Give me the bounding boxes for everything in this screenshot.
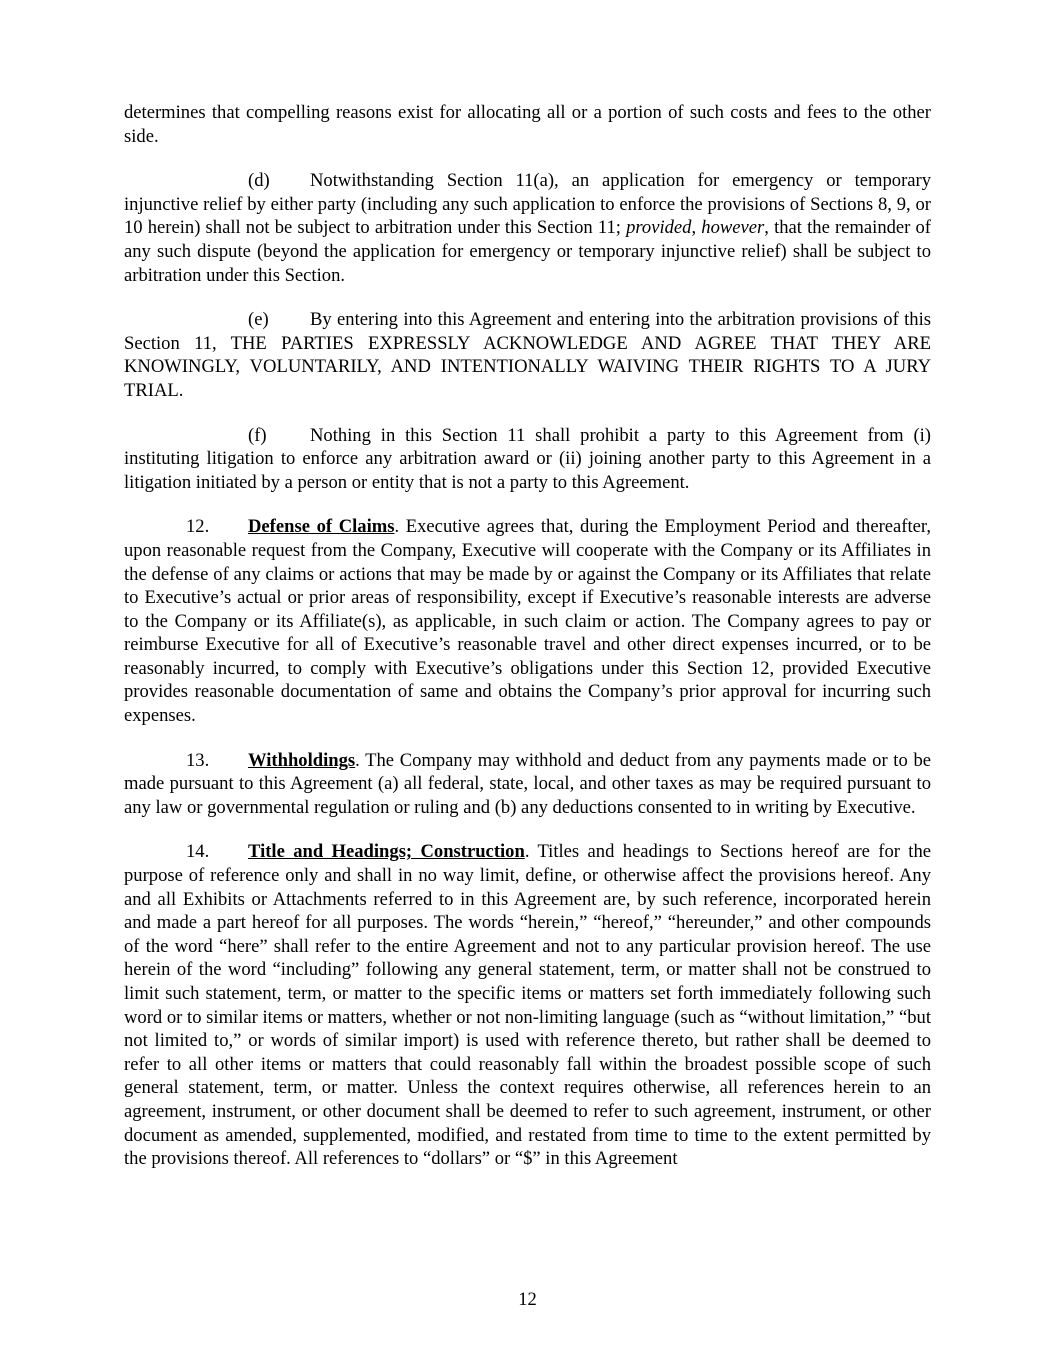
paragraph-text: . Executive agrees that, during the Employment Period and thereafter, upon reasonable request from the Company, Executive will cooperate with the Company or its Affiliates in the defense of any claims or actions that may be made by or against the Company or its Affiliates that relate to Executive’s actual or prior areas of responsibility, except if Executive’s reasonable interests are adverse to the Company or its Affiliate(s), as applicable, in such claim or action. The Company agrees to pay or reimburse Executive for all of Executive’s reasonable travel and other direct expenses incurred, or to be reasonably incurred, to comply with Executive’s obligations under this Section 12, provided Executive provides reasonable documentation of same and obtains the Company’s prior approval for incurring such expenses. bbox=[124, 516, 931, 727]
subsection-label: (d) bbox=[248, 170, 270, 192]
italic-term-provided: provided bbox=[626, 217, 692, 239]
paragraph-text: Nothing in this Section 11 shall prohibit a party to this Agreement from (i) instituting litigation to enforce any arbitration award or (ii) joining another party to this Agreement in a litigation initiated by a person or entity that is not a party to this Agreement. bbox=[124, 424, 931, 493]
section-number: 12. bbox=[186, 516, 210, 538]
paragraph-11d bbox=[124, 169, 931, 287]
section-heading: Title and Headings; Construction bbox=[248, 841, 525, 863]
section-14 bbox=[124, 840, 931, 1170]
section-heading: Defense of Claims bbox=[248, 516, 395, 538]
paragraph-text: . Titles and headings to Sections hereof are for the purpose of reference only and shall in no way limit, define, or otherwise affect the provisions hereof. Any and all Exhibits or Attachments referred to in this Agreement are, by such reference, incorporated herein and made a part hereof for all purposes. The words “herein,” “hereof,” “hereunder,” and other compounds of the word “here” shall refer to the entire Agreement and not to any particular provision hereof. The use herein of the word “including” following any general statement, term, or matter shall not be construed to limit such statement, term, or matter to the specific items or matters set forth immediately following such word or to similar items or matters, whether or not non-limiting language (such as “without limitation,” “but not limited to,” or words of similar import) is used with reference thereto, but rather shall be deemed to refer to all other items or matters that could reasonably fall within the broadest possible scope of such general statement, term, or matter. Unless the context requires otherwise, all references herein to an agreement, instrument, or other document shall be deemed to refer to such agreement, instrument, or other document as amended, supplemented, modified, and restated from time to time to the extent permitted by the provisions thereof. All references to “dollars” or “$” in this Agreement bbox=[124, 841, 932, 1170]
paragraph-11e bbox=[124, 308, 931, 402]
separator-text: , bbox=[691, 217, 702, 239]
section-number: 13. bbox=[186, 749, 210, 771]
paragraph-continuation bbox=[124, 101, 931, 148]
paragraph-text: determines that compelling reasons exist for allocating all or a portion of such costs and fees to the other side. bbox=[124, 102, 931, 147]
page-number: 12 bbox=[518, 1289, 537, 1310]
subsection-label: (e) bbox=[248, 309, 269, 331]
italic-term-however: however bbox=[701, 217, 765, 239]
subsection-label: (f) bbox=[248, 424, 267, 446]
section-number: 14. bbox=[186, 841, 210, 863]
paragraph-text: By entering into this Agreement and entering into the arbitration provisions of this Section 11, THE PARTIES EXPRESSLY ACKNOWLEDGE AND AGREE THAT THEY ARE KNOWINGLY, VOLUNTARILY, AND INTENTIONALLY WAIVING THEIR RIGHTS TO A JURY TRIAL. bbox=[124, 309, 931, 401]
document-body bbox=[124, 101, 931, 1192]
section-12 bbox=[124, 515, 931, 727]
section-heading: Withholdings bbox=[248, 749, 356, 771]
paragraph-text: . The Company may withhold and deduct from any payments made or to be made pursuant to this Agreement (a) all federal, state, local, and other taxes as may be required pursuant to any law or governmental regulation or ruling and (b) any deductions consented to in writing by Executive. bbox=[124, 749, 931, 818]
paragraph-11f bbox=[124, 424, 931, 495]
paragraph-text: Notwithstanding Section 11(a), an application for emergency or temporary injunctive relief by either party (including any such application to enforce the provisions of Sections 8, 9, or 10 herein) shall not be subject to arbitration under this Section 11; bbox=[124, 170, 931, 239]
section-13 bbox=[124, 749, 931, 820]
paragraph-text: , that the remainder of any such dispute (beyond the application for emergency or temporary injunctive relief) shall be subject to arbitration under this Section. bbox=[124, 217, 931, 286]
